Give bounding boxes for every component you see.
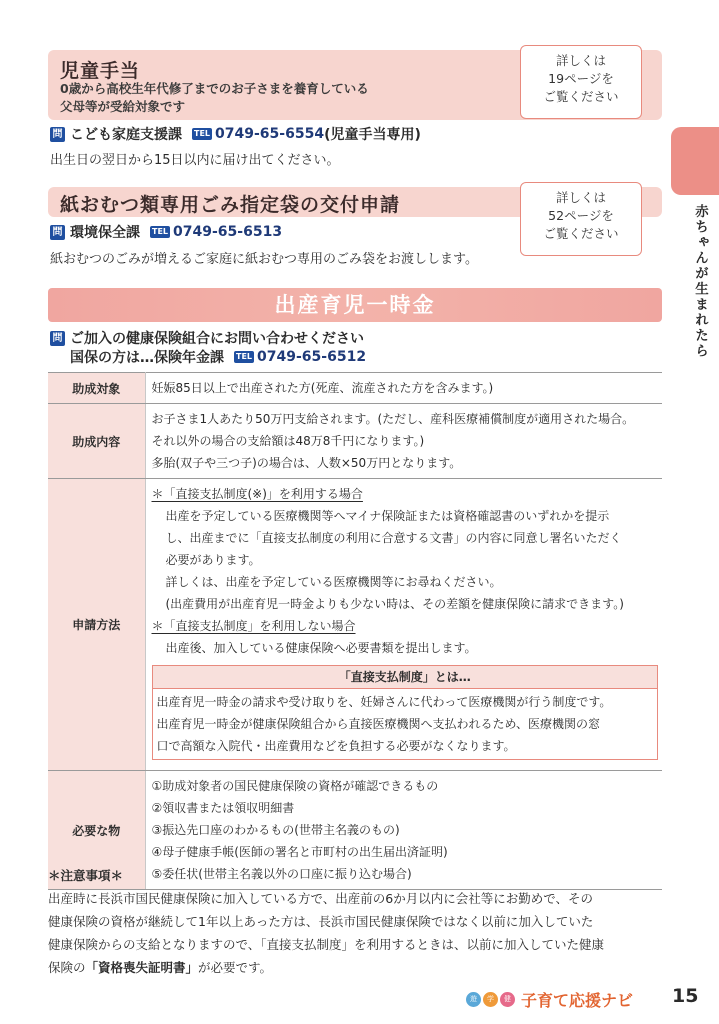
emphasis-text: 「資格喪失証明書」 bbox=[85, 960, 199, 975]
text-line: 必要があります。 bbox=[165, 553, 261, 567]
text-line: それ以外の場合の支給額は48万8千円になります。) bbox=[151, 434, 425, 448]
text-line: し、出産までに「直接支払制度の利用に合意する文書」の内容に同意し署名いただく bbox=[165, 531, 622, 545]
row-label: 助成対象 bbox=[48, 373, 145, 404]
see-line: 52ページを bbox=[548, 208, 614, 223]
text-line bbox=[48, 956, 668, 979]
text-line: 口で高額な入院代・出産費用などを負担する必要がなくなります。 bbox=[156, 739, 516, 753]
definition-title: 「直接支払制度」とは… bbox=[153, 666, 658, 689]
text-line: 多胎(双子や三つ子)の場合は、人数×50万円となります。 bbox=[151, 456, 462, 470]
section-title: 紙おむつ類専用ごみ指定袋の交付申請 bbox=[60, 194, 401, 216]
row-value bbox=[145, 404, 662, 479]
notes-section bbox=[48, 864, 668, 979]
text-line: 出産後、加入している健康保険へ必要書類を提出します。 bbox=[165, 641, 477, 655]
text-fragment: 保険の bbox=[48, 960, 86, 975]
text-line: 健康保険の資格が継続して1年以上あった方は、長浜市国民健康保険ではなく以前に加入していた bbox=[48, 914, 594, 929]
text-line: 健康保険からの支給となりますので、「直接支払制度」を利用するときは、以前に加入していた健康 bbox=[48, 937, 605, 952]
list-item: ③振込先口座のわかるもの(世帯主名義のもの) bbox=[151, 823, 400, 837]
text-fragment: が必要です。 bbox=[198, 960, 273, 975]
contact-row bbox=[50, 124, 421, 144]
section-title: 児童手当 bbox=[60, 60, 141, 82]
definition-body bbox=[153, 689, 658, 759]
inquiry-icon: 問 bbox=[50, 331, 65, 346]
see-line: ご覧ください bbox=[543, 226, 619, 241]
footer-logo bbox=[466, 988, 633, 1011]
subheading: ＊「直接支払制度(※)」を利用する場合 bbox=[151, 487, 363, 501]
text-line: 出産育児一時金が健康保険組合から直接医療機関へ支払われるため、医療機関の窓 bbox=[156, 717, 601, 731]
phone-number[interactable]: 0749-65-6513 bbox=[173, 224, 283, 240]
list-item: ④母子健康手帳(医師の署名と市町村の出生届出済証明) bbox=[151, 845, 448, 859]
contact-text: ご加入の健康保険組合にお問い合わせください bbox=[70, 331, 364, 347]
see-line: 詳しくは bbox=[555, 53, 606, 68]
inquiry-icon: 問 bbox=[50, 127, 65, 142]
text-line: お子さま1人あたり50万円支給されます。(ただし、産科医療補償制度が適用された場合。 bbox=[151, 412, 635, 426]
table-row bbox=[48, 404, 662, 479]
notes-title: ＊注意事項＊ bbox=[48, 868, 124, 883]
page-number: 15 bbox=[672, 985, 699, 1007]
list-item: ⑤委任状(世帯主名義以外の口座に振り込む場合) bbox=[151, 867, 412, 881]
logo-text: 子育て応援ナビ bbox=[521, 991, 634, 1010]
text-line: 出産育児一時金の請求や受け取りを、妊婦さんに代わって医療機関が行う制度です。 bbox=[156, 695, 612, 709]
contact-row bbox=[70, 347, 366, 367]
table-row bbox=[48, 479, 662, 771]
section-subtitle-line1: 0歳から高校生年代修了までのお子さまを養育している bbox=[60, 81, 369, 96]
info-table bbox=[48, 372, 662, 890]
subheading: ＊「直接支払制度」を利用しない場合 bbox=[151, 619, 356, 633]
chapter-tab[interactable] bbox=[671, 127, 719, 195]
logo-dot: 学 bbox=[483, 992, 498, 1007]
phone-number[interactable]: 0749-65-6554 bbox=[215, 126, 325, 142]
see-page-box bbox=[520, 45, 642, 119]
row-value: 妊娠85日以上で出産された方(死産、流産された方を含みます。) bbox=[145, 373, 662, 404]
contact-row bbox=[50, 328, 364, 348]
body-text: 出生日の翌日から15日以内に届け出てください。 bbox=[50, 153, 340, 168]
see-line: ご覧ください bbox=[543, 89, 619, 104]
row-label: 必要な物 bbox=[48, 771, 145, 890]
row-value bbox=[145, 479, 662, 771]
department-name: こども家庭支援課 bbox=[70, 127, 182, 143]
body-text: 紙おむつのごみが増えるご家庭に紙おむつ専用のごみ袋をお渡しします。 bbox=[50, 252, 478, 267]
inquiry-icon: 問 bbox=[50, 225, 65, 240]
main-title-banner: 出産育児一時金 bbox=[48, 288, 662, 322]
department-name: 環境保全課 bbox=[70, 225, 140, 241]
logo-dot: 健 bbox=[500, 992, 515, 1007]
definition-box bbox=[152, 665, 659, 760]
row-label: 助成内容 bbox=[48, 404, 145, 479]
text-line: 出産を予定している医療機関等へマイナ保険証または資格確認書のいずれかを提示 bbox=[165, 509, 610, 523]
tel-icon: TEL bbox=[152, 227, 169, 236]
see-page-box bbox=[520, 182, 642, 256]
tel-icon: TEL bbox=[194, 129, 211, 138]
text-line: (出産費用が出産育児一時金よりも少ない時は、その差額を健康保険に請求できます。) bbox=[165, 597, 624, 611]
see-line: 詳しくは bbox=[555, 190, 606, 205]
logo-dot: 遊 bbox=[466, 992, 481, 1007]
contact-row bbox=[50, 222, 282, 242]
text-line: 詳しくは、出産を予定している医療機関等にお尋ねください。 bbox=[165, 575, 502, 589]
list-item: ①助成対象者の国民健康保険の資格が確認できるもの bbox=[151, 779, 439, 793]
contact-text: 国保の方は…保険年金課 bbox=[70, 350, 224, 366]
section-subtitle-line2: 父母等が受給対象です bbox=[60, 99, 186, 114]
phone-note: (児童手当専用) bbox=[324, 127, 421, 143]
text-line: 出産時に長浜市国民健康保険に加入している方で、出産前の6か月以内に会社等にお勤めで、その bbox=[48, 891, 593, 906]
see-line: 19ページを bbox=[548, 71, 614, 86]
tel-icon: TEL bbox=[236, 352, 253, 361]
table-row bbox=[48, 373, 662, 404]
row-label: 申請方法 bbox=[48, 479, 145, 771]
phone-number[interactable]: 0749-65-6512 bbox=[257, 349, 367, 365]
chapter-label: 赤ちゃんが生まれたら bbox=[692, 204, 708, 359]
list-item: ②領収書または領収明細書 bbox=[151, 801, 295, 815]
